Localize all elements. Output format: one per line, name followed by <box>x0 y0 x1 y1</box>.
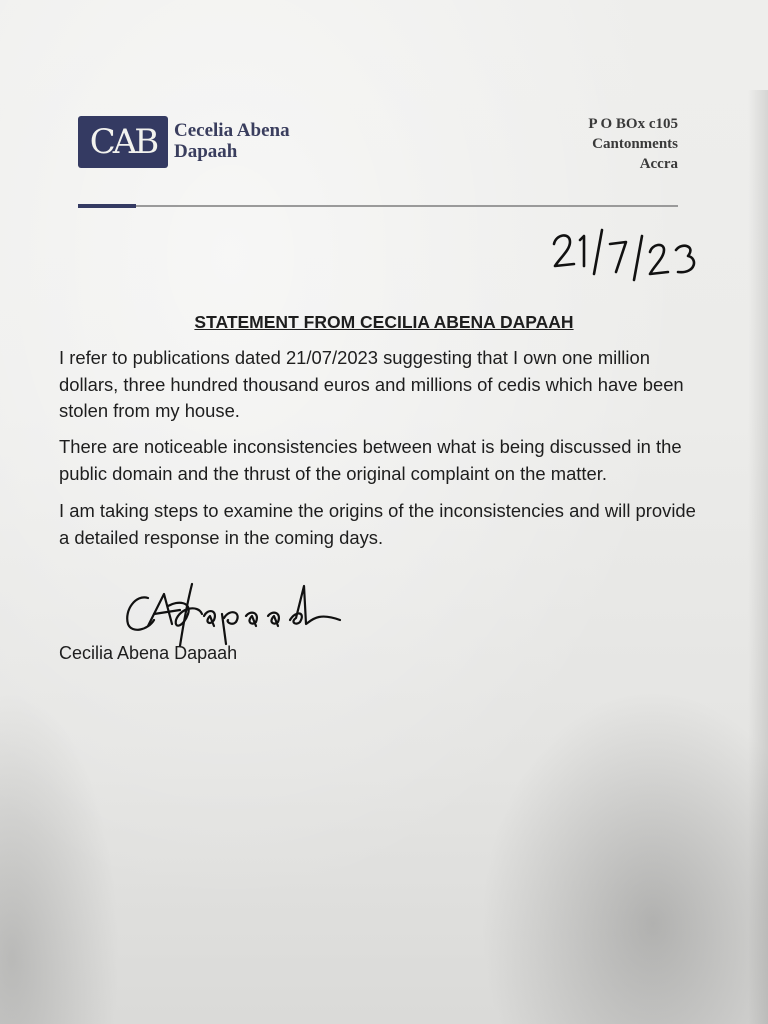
letterhead-address <box>588 114 678 174</box>
letterhead-name-line2: Dapaah <box>174 141 238 162</box>
signatory-name: Cecilia Abena Dapaah <box>59 643 238 663</box>
statement-paragraph-1: I refer to publications dated 21/07/2023 suggesting that I own one million dollars, three hundred thousand euros and millions of cedis which have been stolen from my house. <box>59 347 684 421</box>
handwritten-date <box>550 222 710 282</box>
statement-paragraph-3: I am taking steps to examine the origins of the inconsistencies and will provide a detailed response in the coming days. <box>59 500 696 548</box>
letterhead-divider-accent <box>78 204 136 208</box>
signature <box>118 580 353 650</box>
address-line3: Accra <box>639 156 678 172</box>
statement-paragraph-2: There are noticeable inconsistencies between what is being discussed in the public domain and the thrust of the original complaint on the matter. <box>59 436 682 484</box>
shadow-right <box>480 690 768 1024</box>
letterhead-name <box>174 120 290 162</box>
address-line2: Cantonments <box>592 136 678 152</box>
letterhead-name-line1: Cecelia Abena <box>174 120 290 141</box>
statement-title: STATEMENT FROM CECILIA ABENA DAPAAH <box>194 312 574 332</box>
letterhead-divider <box>78 205 678 207</box>
shadow-left <box>0 690 120 1024</box>
address-line1: P O BOx c105 <box>588 116 678 132</box>
cab-logo: CAB <box>78 116 168 168</box>
